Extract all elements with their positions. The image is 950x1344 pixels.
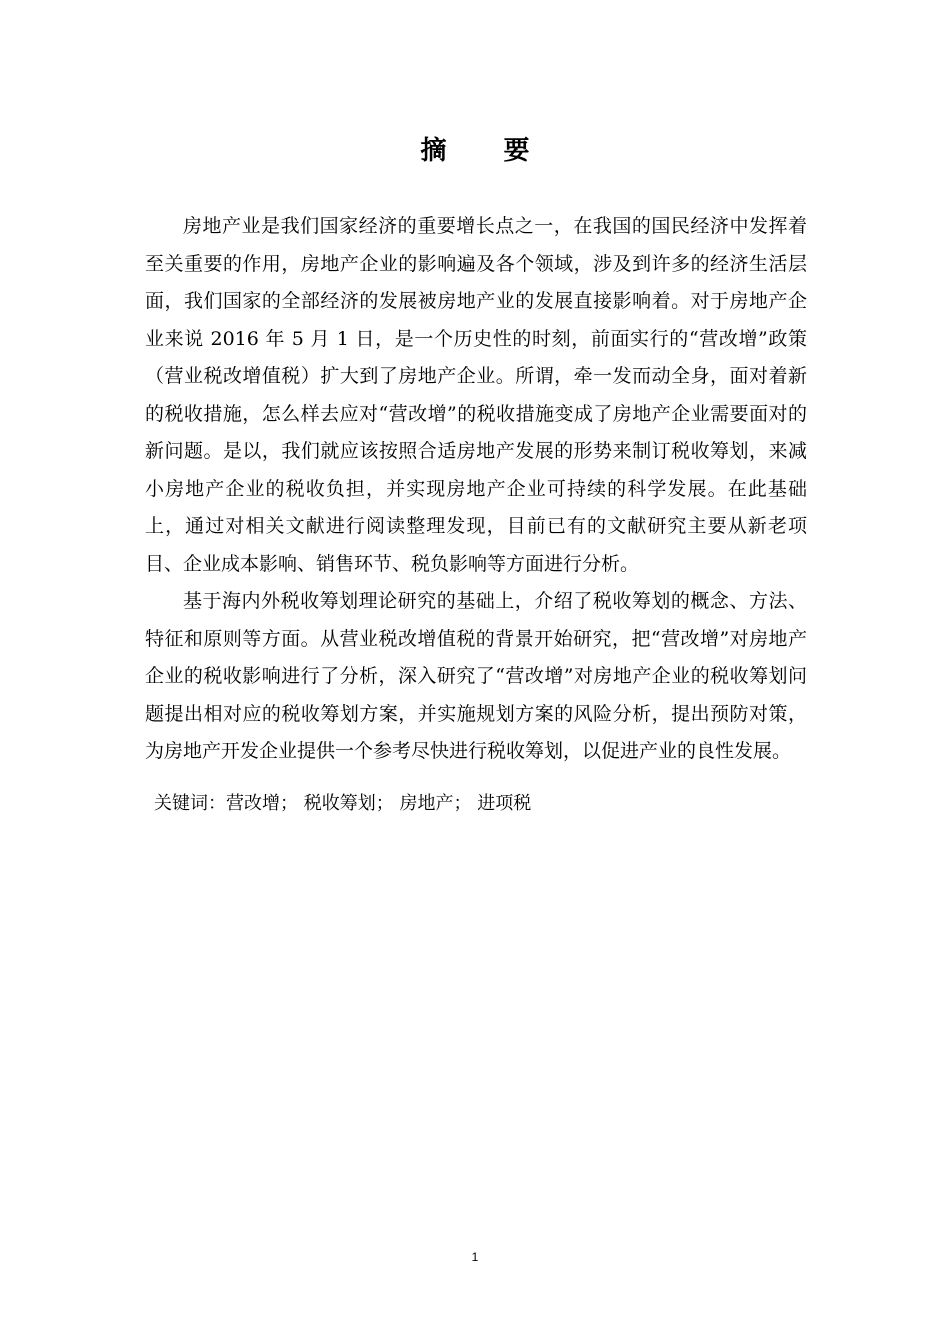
page-number: 1 <box>471 1250 479 1264</box>
abstract-paragraph-2: 基于海内外税收筹划理论研究的基础上，介绍了税收筹划的概念、方法、特征和原则等方面。从营业税改增值税的背景开始研究，把“营改增”对房地产企业的税收影响进行了分析，深入研究了“营改增”对房地产企业的税收筹划问题提出相对应的税收筹划方案，并实施规划方案的风险分析，提出预防对策，为房地产开发企业提供一个参考尽快进行税收筹划，以促进产业的良性发展。 <box>145 590 807 762</box>
keyword-item: 营改增； <box>226 793 298 814</box>
abstract-title: 摘 要 <box>420 136 554 166</box>
keyword-item: 税收筹划； <box>303 793 394 814</box>
abstract-body <box>145 208 807 771</box>
keywords-line <box>154 790 531 818</box>
abstract-paragraph-1: 房地产业是我们国家经济的重要增长点之一，在我国的国民经济中发挥着至关重要的作用，房地产企业的影响遍及各个领域，涉及到许多的经济生活层面，我们国家的全部经济的发展被房地产业的发展直接影响着。对于房地产企业来说 2016 年 5 月 1 日，是一个历史性的时刻，前面实行的“营改增”政策（营业税改增值税）扩大到了房地产企业。所谓，牵一发而动全身，面对着新的税收措施，怎么样去应对“营改增”的税收措施变成了房地产企业需要面对的新问题。是以，我们就应该按照合适房地产发展的形势来制订税收筹划，来减小房地产企业的税收负担，并实现房地产企业可持续的科学发展。在此基础上，通过对相关文献进行阅读整理发现，目前已有的文献研究主要从新老项目、企业成本影响、销售环节、税负影响等方面进行分析。 <box>145 215 807 575</box>
keyword-item: 房地产； <box>399 793 472 814</box>
keywords-label: 关键词： <box>154 793 226 814</box>
keyword-item: 进项税 <box>477 793 532 814</box>
